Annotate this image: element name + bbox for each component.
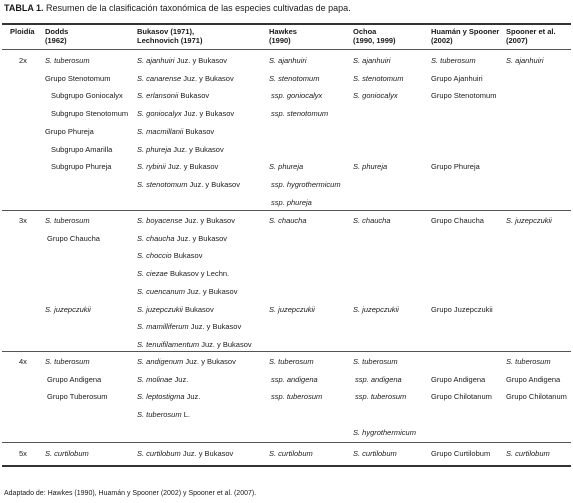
header-rule bbox=[2, 49, 571, 50]
taxon-name: S. curtilobum bbox=[506, 449, 550, 458]
header-dodds-name: Dodds bbox=[45, 27, 69, 36]
authority-text: Juz. y Bukasov bbox=[183, 357, 236, 366]
table-cell bbox=[47, 392, 107, 401]
caption-label: TABLA 1. bbox=[4, 3, 44, 13]
table-cell bbox=[137, 287, 237, 296]
table-cell bbox=[506, 375, 560, 384]
taxon-name: S. juzepczukii bbox=[45, 304, 91, 314]
taxon-name: S. boyacense bbox=[137, 216, 183, 225]
header-spooner-year: (2007) bbox=[506, 36, 528, 45]
table-cell bbox=[431, 449, 490, 458]
table-caption bbox=[4, 3, 351, 13]
authority-text: Juz. bbox=[172, 374, 189, 384]
table-cell bbox=[269, 305, 315, 314]
header-dodds-year: (1962) bbox=[45, 36, 67, 45]
table-cell bbox=[137, 180, 240, 189]
table-cell bbox=[269, 162, 303, 171]
table-cell bbox=[353, 162, 387, 171]
table-cell bbox=[47, 375, 101, 384]
authority-text: Juz. y Bukasov bbox=[188, 322, 242, 332]
table-cell bbox=[137, 357, 236, 366]
table-cell bbox=[271, 198, 312, 207]
authority-text: Juz. y Bukasov bbox=[174, 233, 228, 243]
authority-text: Juz. y Bukasov bbox=[182, 216, 235, 225]
table-cell bbox=[45, 127, 94, 136]
taxon-name: ssp. goniocalyx bbox=[271, 91, 323, 101]
authority-text: Grupo Phureja bbox=[45, 126, 94, 136]
taxon-name: S. ajanhuiri bbox=[269, 56, 307, 65]
taxon-name: S. andigenum bbox=[137, 357, 184, 366]
authority-text: Grupo Ajanhuiri bbox=[431, 73, 483, 83]
table-cell bbox=[353, 74, 403, 83]
ploidy-label: 4x bbox=[19, 357, 27, 366]
group-divider bbox=[2, 442, 571, 443]
taxon-name: S. juzepczukii bbox=[269, 304, 315, 314]
table-cell bbox=[431, 375, 485, 384]
taxon-name: S. curtilobum bbox=[45, 449, 89, 458]
table-cell bbox=[271, 180, 341, 189]
authority-text: Subgrupo Goniocalyx bbox=[51, 91, 123, 101]
table-cell bbox=[51, 145, 112, 154]
taxon-name: S. ajanhuiri bbox=[506, 56, 544, 65]
taxon-name: ssp. phureja bbox=[271, 197, 312, 207]
table-cell bbox=[506, 216, 552, 225]
header-hawkes-name: Hawkes bbox=[269, 27, 297, 36]
authority-text: Grupo Stenotomum bbox=[431, 91, 497, 101]
table-cell bbox=[45, 56, 90, 65]
table-cell bbox=[431, 305, 493, 314]
table-cell bbox=[506, 357, 551, 366]
header-ochoa-year: (1990, 1999) bbox=[353, 36, 396, 45]
authority-text: Bukasov bbox=[171, 251, 203, 261]
taxon-name: S. juzepczukii bbox=[137, 304, 183, 314]
table-cell bbox=[137, 269, 229, 278]
header-spooner bbox=[506, 27, 556, 45]
taxon-name: S. tuberosum bbox=[45, 357, 90, 366]
taxon-name: S. tuberosum bbox=[269, 357, 314, 366]
footnote: Adaptado de: Hawkes (1990), Huamán y Spooner (2002) y Spooner et al. (2007). bbox=[4, 490, 257, 497]
table-cell bbox=[353, 56, 391, 65]
table-cell bbox=[355, 375, 402, 384]
authority-text: Grupo Juzepczukii bbox=[431, 304, 493, 314]
table-cell bbox=[137, 375, 188, 384]
ploidy-label: 5x bbox=[19, 449, 27, 458]
taxon-name: S. tenuifilamentum bbox=[137, 339, 200, 349]
table-cell bbox=[45, 216, 90, 225]
header-hawkes bbox=[269, 27, 297, 45]
header-spooner-name: Spooner et al. bbox=[506, 27, 556, 36]
table-cell bbox=[51, 162, 111, 171]
taxon-name: ssp. andigena bbox=[271, 374, 318, 384]
top-rule bbox=[2, 23, 571, 25]
table-cell bbox=[47, 234, 100, 243]
authority-text: Bukasov bbox=[183, 126, 215, 136]
header-huaman bbox=[431, 27, 499, 45]
taxon-name: S. tuberosum bbox=[431, 56, 476, 65]
table-cell bbox=[137, 305, 214, 314]
authority-text: Bukasov bbox=[178, 91, 210, 101]
table-cell bbox=[45, 357, 90, 366]
authority-text: Juz. y Bukasov bbox=[181, 109, 235, 119]
table-cell bbox=[271, 109, 328, 118]
table-cell bbox=[353, 305, 399, 314]
authority-text: Grupo Chaucha bbox=[47, 233, 100, 243]
taxon-name: S. curtilobum bbox=[269, 449, 313, 458]
table-cell bbox=[137, 340, 252, 349]
header-ploidy: Ploidía bbox=[10, 27, 35, 36]
table-cell bbox=[353, 357, 398, 366]
taxon-name: S. tuberosum bbox=[506, 357, 551, 366]
authority-text: Grupo Chilotanum bbox=[431, 392, 492, 402]
table-cell bbox=[431, 91, 496, 100]
taxon-name: S. chaucha bbox=[269, 216, 307, 225]
taxon-name: S. tuberosum bbox=[45, 216, 90, 225]
table-cell bbox=[51, 109, 128, 118]
header-bukasov-year: Lechnovich (1971) bbox=[137, 36, 203, 45]
taxon-name: S. juzepczukii bbox=[506, 216, 552, 225]
table-cell bbox=[353, 91, 398, 100]
taxon-name: S. hygrothermicum bbox=[353, 427, 416, 437]
authority-text: Grupo Chilotanum bbox=[506, 392, 567, 402]
table-cell bbox=[353, 428, 416, 437]
header-bukasov bbox=[137, 27, 202, 45]
table-cell bbox=[137, 410, 190, 419]
table-cell bbox=[137, 234, 227, 243]
ploidy-label: 2x bbox=[19, 56, 27, 65]
authority-text: L. bbox=[181, 410, 190, 420]
taxon-name: S. stenotomum bbox=[137, 179, 188, 189]
table-cell bbox=[137, 145, 224, 154]
header-huaman-name: Huamán y Spooner bbox=[431, 27, 500, 36]
authority-text: Juz. bbox=[184, 392, 201, 402]
table-cell bbox=[45, 305, 91, 314]
taxon-name: ssp. stenotomum bbox=[271, 109, 329, 119]
taxon-name: S. juzepczukii bbox=[353, 304, 399, 314]
authority-text: Grupo Chaucha bbox=[431, 216, 484, 225]
header-bukasov-name: Bukasov (1971), bbox=[137, 27, 195, 36]
taxon-name: ssp. andigena bbox=[355, 374, 402, 384]
header-huaman-year: (2002) bbox=[431, 36, 453, 45]
taxon-name: S. chaucha bbox=[137, 233, 175, 243]
taxon-name: S. phureja bbox=[353, 162, 388, 172]
table-cell bbox=[431, 392, 492, 401]
taxon-name: ssp. tuberosum bbox=[271, 392, 323, 402]
taxon-name: S. phureja bbox=[269, 162, 304, 172]
taxon-name: S. curtilobum bbox=[353, 449, 397, 458]
table-cell bbox=[271, 392, 322, 401]
header-dodds bbox=[45, 27, 68, 45]
authority-text: Grupo Tuberosum bbox=[47, 392, 108, 402]
table-cell bbox=[353, 449, 397, 458]
table-cell bbox=[431, 162, 480, 171]
authority-text: Grupo Stenotomum bbox=[45, 73, 111, 83]
table-cell bbox=[431, 56, 476, 65]
taxon-name: S. cuencanum bbox=[137, 286, 185, 296]
table-cell bbox=[353, 216, 391, 225]
authority-text: Juz. y Bukasov bbox=[171, 144, 224, 154]
table-cell bbox=[506, 392, 567, 401]
taxon-name: S. goniocalyx bbox=[353, 91, 398, 101]
table-cell bbox=[269, 357, 314, 366]
table-cell bbox=[271, 375, 318, 384]
table-cell bbox=[137, 127, 214, 136]
authority-text: Grupo Andigena bbox=[47, 374, 102, 384]
taxon-name: S. curtilobum bbox=[137, 449, 181, 458]
taxon-name: S. macmillanii bbox=[137, 126, 184, 136]
table-cell bbox=[269, 56, 307, 65]
taxon-name: ssp. hygrothermicum bbox=[271, 179, 341, 189]
table-cell bbox=[271, 91, 322, 100]
authority-text: Bukasov y Lechn. bbox=[167, 269, 230, 279]
authority-text: Grupo Andigena bbox=[431, 374, 486, 384]
table-cell bbox=[137, 74, 234, 83]
taxon-name: S. canarense bbox=[137, 73, 182, 83]
authority-text: Subgrupo Amarilla bbox=[51, 144, 113, 154]
taxon-name: S. ajanhuiri bbox=[137, 56, 175, 65]
table-cell bbox=[137, 56, 227, 65]
authority-text: Grupo Curtilobum bbox=[431, 449, 491, 458]
taxon-name: S. tuberosum bbox=[45, 56, 90, 65]
table-cell bbox=[431, 74, 483, 83]
table-cell bbox=[431, 216, 484, 225]
caption-text: Resumen de la clasificación taxonómica de las especies cultivadas de papa. bbox=[46, 3, 351, 13]
authority-text: Juz. y Bukasov bbox=[187, 179, 240, 189]
taxon-name: S. phureja bbox=[137, 144, 172, 154]
taxon-name: S. stenotomum bbox=[353, 73, 404, 83]
table-cell bbox=[269, 74, 319, 83]
table-cell bbox=[137, 162, 218, 171]
table-cell bbox=[269, 216, 307, 225]
authority-text: Bukasov bbox=[182, 304, 214, 314]
authority-text: Juz. y Bukasov bbox=[199, 339, 252, 349]
table-cell bbox=[137, 322, 241, 331]
table-cell bbox=[51, 91, 123, 100]
table-cell bbox=[355, 392, 406, 401]
table-cell bbox=[506, 449, 550, 458]
table-cell bbox=[137, 91, 209, 100]
table-cell bbox=[137, 216, 235, 225]
taxon-name: S. tuberosum bbox=[353, 357, 398, 366]
taxon-name: S. ajanhuiri bbox=[353, 56, 391, 65]
bottom-rule bbox=[2, 465, 571, 467]
taxon-name: S. rybinii bbox=[137, 162, 166, 172]
table-cell bbox=[45, 449, 89, 458]
taxon-name: S. mamilliferum bbox=[137, 322, 189, 332]
taxon-name: ssp. tuberosum bbox=[355, 392, 407, 402]
group-divider bbox=[2, 210, 571, 211]
authority-text: Juz. y Bukasov bbox=[184, 286, 238, 296]
header-ochoa bbox=[353, 27, 396, 45]
header-hawkes-year: (1990) bbox=[269, 36, 291, 45]
taxon-name: S. stenotomum bbox=[269, 73, 320, 83]
table-cell bbox=[269, 449, 313, 458]
taxon-name: S. choccio bbox=[137, 251, 172, 261]
table-cell bbox=[137, 449, 233, 458]
authority-text: Subgrupo Phureja bbox=[51, 162, 112, 172]
authority-text: Juz. y Bukasov bbox=[165, 162, 219, 172]
table-cell bbox=[137, 251, 202, 260]
table-cell bbox=[137, 392, 200, 401]
authority-text: Grupo Phureja bbox=[431, 162, 480, 172]
taxon-name: S. erlansonii bbox=[137, 91, 179, 101]
authority-text: Juz. y Bukasov bbox=[174, 56, 228, 65]
taxon-name: S. leptostigma bbox=[137, 392, 185, 402]
header-ochoa-name: Ochoa bbox=[353, 27, 377, 36]
table-cell bbox=[45, 74, 110, 83]
authority-text: Grupo Andigena bbox=[506, 374, 561, 384]
taxon-name: S. ciezae bbox=[137, 269, 168, 279]
taxon-name: S. goniocalyx bbox=[137, 109, 182, 119]
taxon-name: S. chaucha bbox=[353, 216, 391, 225]
table-cell bbox=[137, 109, 234, 118]
authority-text: Juz. y Bukasov bbox=[181, 73, 234, 83]
group-divider bbox=[2, 351, 571, 352]
table-cell bbox=[506, 56, 544, 65]
authority-text: Subgrupo Stenotomum bbox=[51, 109, 129, 119]
taxon-name: S. tuberosum bbox=[137, 410, 182, 420]
authority-text: Juz. y Bukasov bbox=[180, 449, 234, 458]
taxon-name: S. molinae bbox=[137, 374, 173, 384]
ploidy-label: 3x bbox=[19, 216, 27, 225]
